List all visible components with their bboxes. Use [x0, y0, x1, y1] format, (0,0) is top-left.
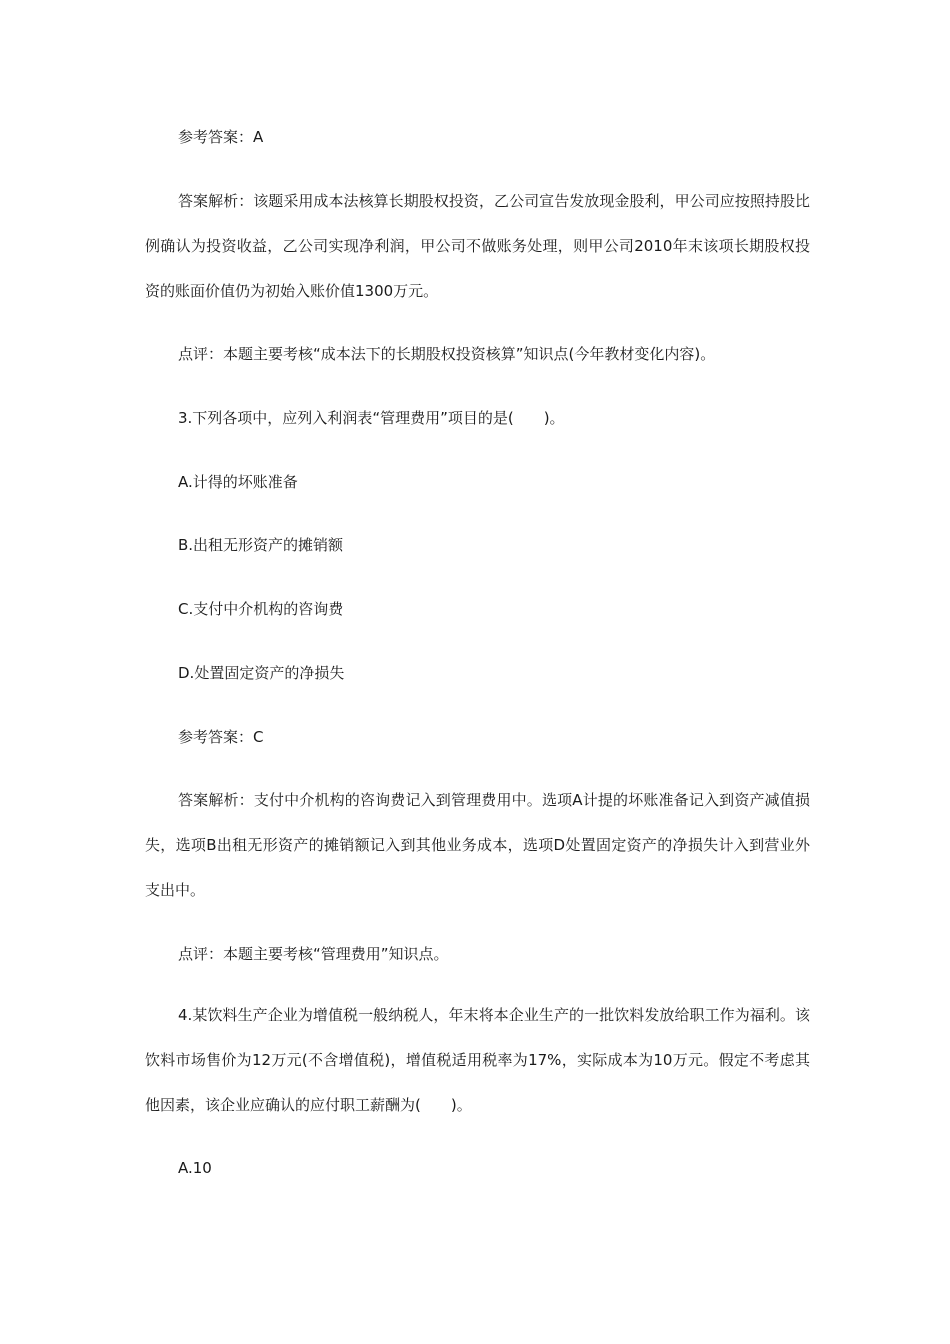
comment-3: 点评：本题主要考核“管理费用”知识点。 [178, 945, 449, 963]
answer-explanation-3: 答案解析：支付中介机构的咨询费记入到管理费用中。选项A计提的坏账准备记入到资产减值损失，选项B出租无形资产的摊销额记入到其他业务成本，选项D处置固定资产的净损失计入到营业外支出中。 [145, 791, 810, 899]
answer-explanation-2: 答案解析：该题采用成本法核算长期股权投资，乙公司宣告发放现金股利，甲公司应按照持股比例确认为投资收益，乙公司实现净利润，甲公司不做账务处理，则甲公司2010年末该项长期股权投资的账面价值仍为初始入账价值1300万元。 [145, 192, 810, 300]
answer-reference-2: 参考答案：A [178, 128, 264, 146]
question-3-option-b: B.出租无形资产的摊销额 [178, 536, 344, 554]
comment-2: 点评：本题主要考核“成本法下的长期股权投资核算”知识点(今年教材变化内容)。 [178, 345, 716, 363]
question-3: 3.下列各项中，应列入利润表“管理费用”项目的是( )。 [178, 409, 565, 427]
answer-reference-3: 参考答案：C [178, 728, 264, 746]
question-4-option-a: A.10 [178, 1159, 212, 1177]
question-3-option-d: D.处置固定资产的净损失 [178, 664, 345, 682]
question-3-option-c: C.支付中介机构的咨询费 [178, 600, 344, 618]
question-3-option-a: A.计得的坏账准备 [178, 473, 298, 491]
question-4: 4.某饮料生产企业为增值税一般纳税人，年末将本企业生产的一批饮料发放给职工作为福利。该饮料市场售价为12万元(不含增值税)，增值税适用税率为17%，实际成本为10万元。假定不考虑其他因素，该企业应确认的应付职工薪酬为( )。 [145, 1006, 810, 1114]
